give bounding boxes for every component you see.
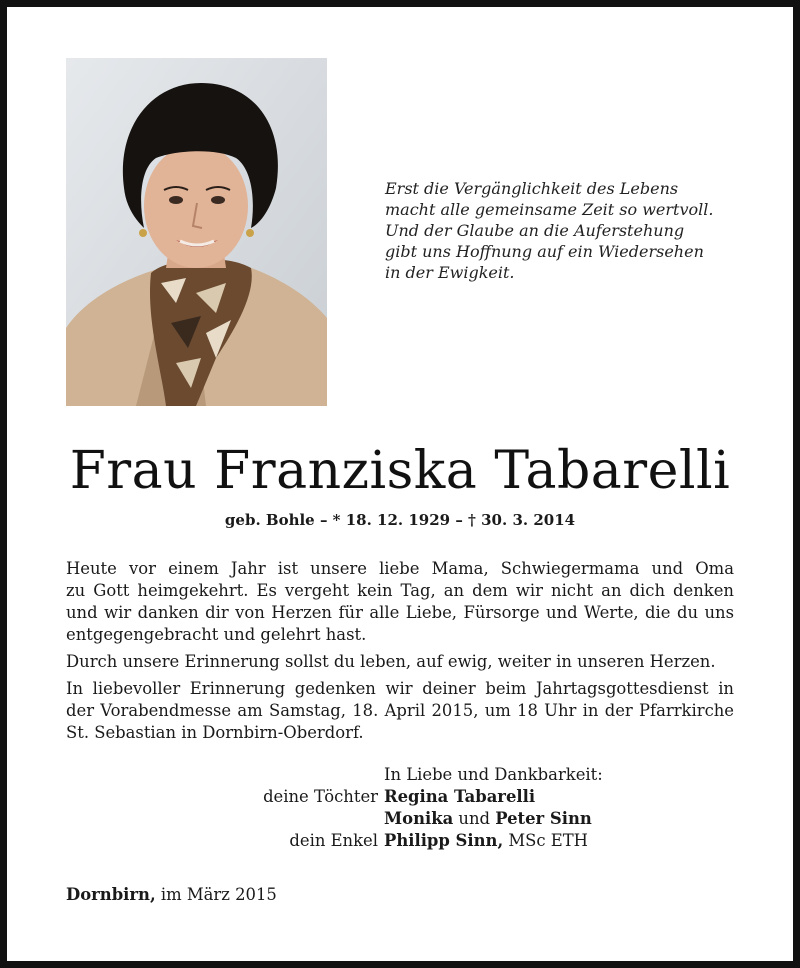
quote-line: Erst die Vergänglichkeit des Lebens xyxy=(385,179,679,198)
text-line: und wir danken dir von Herzen für alle Liebe, Fürsorge und Werte, die du uns xyxy=(66,603,734,622)
grandson-group xyxy=(384,830,588,852)
quote-block xyxy=(385,178,745,283)
daughter-name: Regina Tabarelli xyxy=(384,787,536,806)
paragraph-service xyxy=(66,678,734,744)
signature-daughters-row xyxy=(0,786,800,808)
text-line: St. Sebastian in Dornbirn-Oberdorf. xyxy=(66,723,364,742)
text-line: In liebevoller Erinnerung gedenken wir deiner beim Jahrtagsgottesdienst in xyxy=(66,679,734,698)
quote-line: in der Ewigkeit. xyxy=(385,263,515,282)
signature-block xyxy=(0,764,800,852)
deceased-name: Frau Franziska Tabarelli xyxy=(69,441,731,501)
grandson-title: MSc ETH xyxy=(503,831,588,850)
text-line: zu Gott heimgekehrt. Es vergeht kein Tag, an dem wir nicht an dich denken xyxy=(66,581,734,600)
quote-line: Und der Glaube an die Auferstehung xyxy=(385,221,685,240)
signature-grandson-row xyxy=(0,830,800,852)
daughter2-group xyxy=(384,808,592,830)
place-city: Dornbirn, xyxy=(66,885,156,904)
signature-intro: In Liebe und Dankbarkeit: xyxy=(384,765,603,784)
daughter2-name: Monika xyxy=(384,809,454,828)
text-line: Durch unsere Erinnerung sollst du leben, auf ewig, weiter in unseren Herzen. xyxy=(66,652,716,671)
place-date xyxy=(66,884,277,906)
signature-intro-row xyxy=(0,764,800,786)
and-word: und xyxy=(453,809,496,828)
portrait-photo xyxy=(66,58,327,406)
quote-line: macht alle gemeinsame Zeit so wertvoll. xyxy=(385,200,714,219)
birth-death-dates: geb. Bohle – * 18. 12. 1929 – † 30. 3. 2014 xyxy=(224,511,576,529)
quote-line: gibt uns Hoffnung auf ein Wiedersehen xyxy=(385,242,704,261)
text-line: entgegengebracht und gelehrt hast. xyxy=(66,625,367,644)
text-line: der Vorabendmesse am Samstag, 18. April 2015, um 18 Uhr in der Pfarrkirche xyxy=(66,701,734,720)
place-month: im März 2015 xyxy=(155,885,277,904)
obituary-text xyxy=(66,558,734,749)
partner-name: Peter Sinn xyxy=(495,809,592,828)
daughters-label: deine Töchter xyxy=(263,787,378,806)
paragraph-memory xyxy=(66,651,734,673)
grandson-name: Philipp Sinn, xyxy=(384,831,504,850)
paragraph-remembrance xyxy=(66,558,734,646)
text-line: Heute vor einem Jahr ist unsere liebe Mama, Schwiegermama und Oma xyxy=(66,559,734,578)
signature-daughter2-row xyxy=(0,808,800,830)
grandson-label: dein Enkel xyxy=(289,831,378,850)
